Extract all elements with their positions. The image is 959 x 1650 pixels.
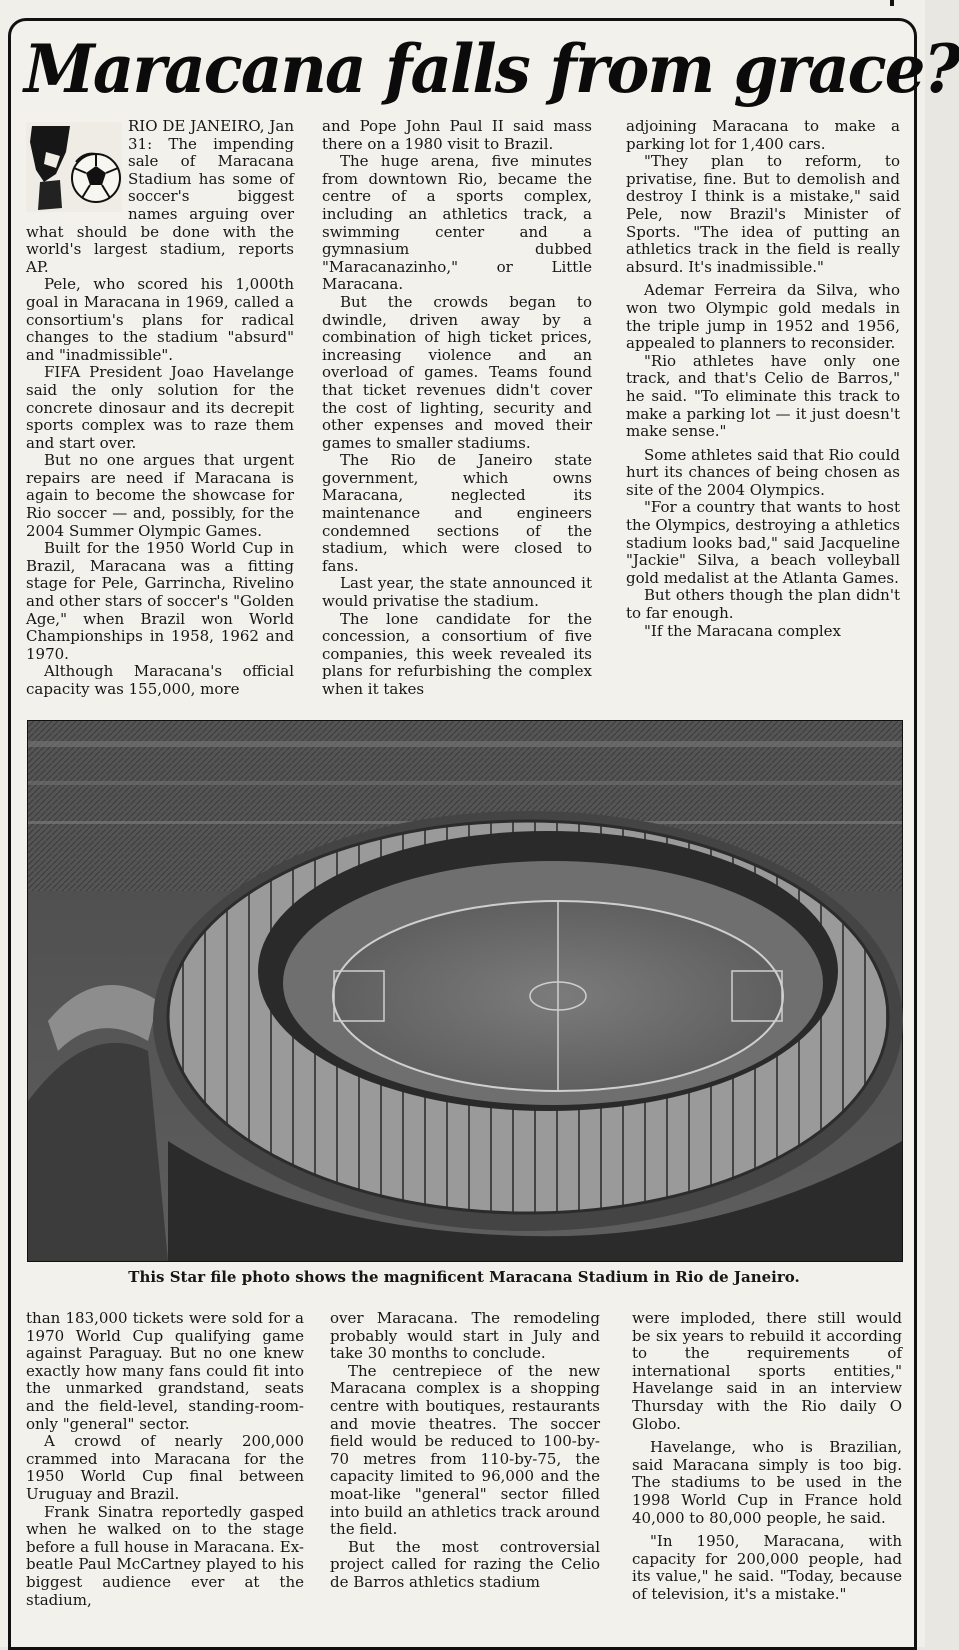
- paragraph: were imploded, there still would be six years to rebuild it according to the requirements of international sports entities," Havelange said in an interview Thursday with the Rio daily O Globo.: [632, 1309, 902, 1433]
- stadium-photo: [27, 720, 903, 1262]
- page-edge-mark: [890, 0, 894, 6]
- paragraph: But no one argues that urgent repairs are need if Maracana is again to become the showcase for Rio soccer — and, possibly, for the 2004 Summer Olympic Games.: [26, 451, 294, 540]
- paragraph: than 183,000 tickets were sold for a 1970 World Cup qualifying game against Paraguay. But no one knew exactly how many fans could fit into the unmarked grandstand, seats and the field-level, standing-room-only "general" sector.: [26, 1309, 304, 1433]
- paragraph: "For a country that wants to host the Olympics, destroying a athletics stadium looks bad," said Jacqueline "Jackie" Silva, a beach volleyball gold medalist at the Atlanta Games.: [626, 498, 900, 587]
- paragraph: Although Maracana's official capacity was 155,000, more: [26, 662, 294, 698]
- paragraph: The centrepiece of the new Maracana complex is a shopping centre with boutiques, restaurants and movie theatres. The soccer field would be reduced to 100-by-70 metres from 110-by-75, the capacity limited to 96,000 and the moat-like "general" sector filled into build an athletics track around the field.: [330, 1361, 600, 1539]
- column-6: [632, 1310, 902, 1640]
- column-5: [330, 1310, 600, 1640]
- paragraph: But the crowds began to dwindle, driven away by a combination of high ticket prices, increasing violence and an overload of games. Teams found that ticket revenues didn't cover the cost of lighting, security and other expenses and moved their games to smaller stadiums.: [322, 292, 592, 452]
- paragraph: FIFA President Joao Havelange said the only solution for the concrete dinosaur and its decrepit sports complex was to raze them and start over.: [26, 363, 294, 452]
- paragraph: RIO DE JANEIRO, Jan 31: The impending sale of Maracana Stadium has some of soccer's biggest names arguing over what should be done with the world's largest stadium, reports AP.: [26, 117, 294, 276]
- paragraph: "They plan to reform, to privatise, fine. But to demolish and destroy I think is a mistake," said Pele, now Brazil's Minister of Sports. "The idea of putting an athletics track in the field is really absurd. It's inadmissible.": [626, 152, 900, 276]
- paragraph: A crowd of nearly 200,000 crammed into Maracana for the 1950 World Cup final between Uruguay and Brazil.: [26, 1432, 304, 1503]
- paragraph: Last year, the state announced it would privatise the stadium.: [322, 574, 592, 611]
- photo-caption: This Star file photo shows the magnificent Maracana Stadium in Rio de Janeiro.: [128, 1268, 800, 1286]
- paragraph: "If the Maracana complex: [644, 621, 841, 640]
- paragraph: Some athletes said that Rio could hurt its chances of being chosen as site of the 2004 Olympics.: [626, 445, 900, 499]
- column-3: [626, 118, 900, 703]
- paragraph: Frank Sinatra reportedly gasped when he walked on to the stage before a full house in Maracana. Ex-beatle Paul McCartney played to his biggest audience ever at the stadium,: [26, 1502, 304, 1609]
- paragraph: But others though the plan didn't to far enough.: [626, 586, 900, 623]
- paragraph: Ademar Ferreira da Silva, who won two Olympic gold medals in the triple jump in 1952 and 1956, appealed to planners to reconsider.: [626, 281, 900, 353]
- paragraph: "Rio athletes have only one track, and that's Celio de Barros," he said. "To eliminate this track to make a parking lot — it just doesn't make sense.": [626, 351, 900, 441]
- column-1: [26, 117, 294, 698]
- paragraph: Built for the 1950 World Cup in Brazil, Maracana was a fitting stage for Pele, Garrincha, Rivelino and other stars of soccer's "Golden Age," when Brazil won World Championships in 1958, 1962 and 1970.: [26, 539, 294, 663]
- column-2: [322, 118, 592, 703]
- paragraph: The lone candidate for the concession, a consortium of five companies, this week revealed its plans for refurbishing the complex when it takes: [322, 609, 592, 698]
- paragraph: adjoining Maracana to make a parking lot for 1,400 cars.: [626, 117, 900, 153]
- stadium-aerial-image: [28, 721, 902, 1261]
- paragraph: Havelange, who is Brazilian, said Maracana simply is too big. The stadiums to be used in the 1998 World Cup in France hold 40,000 to 80,000 people, he said.: [632, 1438, 902, 1527]
- column-4: [26, 1310, 304, 1640]
- paragraph: The huge arena, five minutes from downtown Rio, became the centre of a sports complex, including an athletics track, a swimming center and a gymnasium dubbed "Maracanazinho," or Little Maracana.: [322, 152, 592, 294]
- paragraph: and Pope John Paul II said mass there on a 1980 visit to Brazil.: [322, 117, 592, 153]
- paragraph: over Maracana. The remodeling probably would start in July and take 30 months to conclude.: [330, 1309, 600, 1363]
- headline: Maracana falls from grace?: [24, 30, 959, 108]
- paragraph: The Rio de Janeiro state government, which owns Maracana, neglected its maintenance and engineers condemned sections of the stadium, which were closed to fans.: [322, 451, 592, 575]
- paragraph: But the most controversial project called for razing the Celio de Barros athletics stadium: [330, 1537, 600, 1591]
- paragraph: Pele, who scored his 1,000th goal in Maracana in 1969, called a consortium's plans for radical changes to the stadium "absurd" and "inadmissible".: [26, 275, 294, 364]
- icon-space: [26, 118, 128, 210]
- paragraph: "In 1950, Maracana, with capacity for 200,000 people, had its value," he said. "Today, because of television, it's a mistake.": [632, 1532, 902, 1603]
